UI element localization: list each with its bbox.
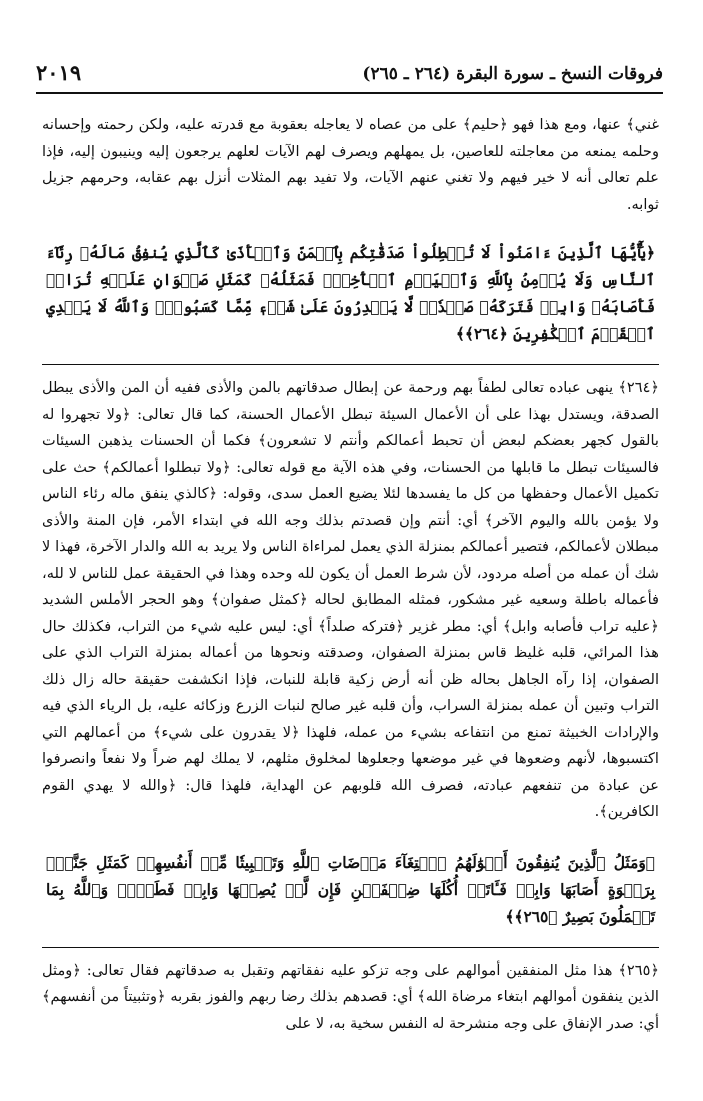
- quran-verse-264: ﴿يَٰٓأَيُّهَا ٱلَّذِينَ ءَامَنُواْ لَا تُبۡطِلُواْ صَدَقَٰتِكُم بِٱلۡمَنِّ وَٱلۡأَذَىٰ كَٱلَّذِي يُنفِقُ مَالَهُۥ رِئَآءَ ٱلنَّاسِ وَلَا يُؤۡمِنُ بِٱللَّهِ وَٱلۡيَوۡمِ ٱلۡأٓخِرِۖ فَمَثَلُهُۥ كَمَثَلِ صَفۡوَانٍ عَلَيۡهِ تُرَابٞ فَأَصَابَهُۥ وَابِلٞ فَتَرَكَهُۥ صَلۡدٗاۖ لَّا يَقۡدِرُونَ عَلَىٰ شَيۡءٖ مِّمَّا كَسَبُواْۗ وَٱللَّهُ لَا يَهۡدِي ٱلۡقَوۡمَ ٱلۡكَٰفِرِينَ ﴿٢٦٤﴾﴾: [46, 244, 655, 343]
- quran-verse-265: ﴿وَمَثَلُ ٱلَّذِينَ يُنفِقُونَ أَمۡوَٰلَهُمُ ٱبۡتِغَآءَ مَرۡضَاتِ ٱللَّهِ وَتَثۡبِيتٗا مِّنۡ أَنفُسِهِمۡ كَمَثَلِ جَنَّةِۭ بِرَبۡوَةٍ أَصَابَهَا وَابِلٞ فَـَٔاتَتۡ أُكُلَهَا ضِعۡفَيۡنِ فَإِن لَّمۡ يُصِبۡهَا وَابِلٞ فَطَلّٞۗ وَٱللَّهُ بِمَا تَعۡمَلُونَ بَصِيرٌ ﴿٢٦٥﴾﴾: [46, 853, 655, 926]
- page-header: [36, 58, 663, 94]
- tafsir-paragraph-264: ﴿٢٦٤﴾ ينهى عباده تعالى لطفاً بهم ورحمة عن إبطال صدقاتهم بالمن والأذى ففيه أن المن والأذى يبطل الصدقة، ويستدل بهذا على أن الأعمال السيئة تبطل الأعمال الحسنة، كما قال تعالى: ﴿ولا تجهروا له بالقول كجهر بعضكم لبعض أن تحبط أعمالكم وأنتم لا تشعرون﴾ فكما أن الحسنات يذهبن السيئات فالسيئات تبطل ما قابلها من الحسنات، وفي هذه الآية مع قوله تعالى: ﴿ولا تبطلوا أعمالكم﴾ حث على تكميل الأعمال وحفظها من كل ما يفسدها لئلا يضيع العمل سدى، وقوله: ﴿كالذي ينفق ماله رئاء الناس ولا يؤمن بالله واليوم الآخر﴾ أي: أنتم وإن قصدتم بذلك وجه الله في ابتداء الأمر، فإن المنة والأذى مبطلان لأعمالكم، فتصير أعمالكم بمنزلة الذي يعمل لمراءاة الناس ولا يريد به الله والدار الآخرة، فهذا لا شك أن عمله من أصله مردود، لأن شرط العمل أن يكون لله وحده وهذا في الحقيقة عمل للناس لا لله، فأعماله باطلة وسعيه غير مشكور، فمثله المطابق لحاله ﴿كمثل صفوان﴾ وهو الحجر الأملس الشديد ﴿عليه تراب فأصابه وابل﴾ أي: مطر غزير ﴿فتركه صلداً﴾ أي: ليس عليه شيء من التراب، فكذلك حال هذا المرائي، قلبه غليظ قاس بمنزلة الصفوان، وصدقته ونحوها من أعماله بمنزلة التراب الذي على الصفوان، إذا رآه الجاهل بحاله ظن أنه أرض زكية قابلة للنبات، فإذا انكشفت حقيقة حاله زال ذلك التراب وتبين أن عمله بمنزلة السراب، وأن قلبه غير صالح لنبات الزرع وزكائه عليه، بل الرياء الذي فيه والإرادات الخبيثة تمنع من انتفاعه بشيء من عمله، فلهذا ﴿لا يقدرون على شيء﴾ من أعمالهم التي اكتسبوها، لأنهم وضعوها في غير موضعها وجعلوها لمخلوق مثلهم، لا يملك لهم ضراً ولا نفعاً وانصرفوا عن عبادة من تنفعهم عبادته، فصرف الله قلوبهم عن الهداية، فلهذا قال: ﴿والله لا يهدي القوم الكافرين﴾.: [42, 379, 659, 820]
- running-title: فروقات النسخ ـ سورة البقرة (٢٦٤ ـ ٢٦٥): [362, 64, 663, 84]
- separator-line: [42, 947, 659, 948]
- intro-paragraph: غني﴾ عنها، ومع هذا فهو ﴿حليم﴾ على من عصاه لا يعاجله بعقوبة مع قدرته عليه، ولكن رحمته وإحسانه وحلمه يمنعه من معاجلته للعاصين، بل يمهلهم ويصرف لهم الآيات لعلهم يرجعون إليه وينيبون إليه، فإذا علم تعالى أنه لا خير فيهم ولا تغني عنهم الآيات، ولا تفيد بهم المثلات أنزل بهم عقابه، وحرمهم جزيل ثوابه.: [42, 116, 659, 213]
- tafsir-paragraph-265: ﴿٢٦٥﴾ هذا مثل المنفقين أموالهم على وجه تزكو عليه نفقاتهم وتقبل به صدقاتهم فقال تعالى: ﴿ومثل الذين ينفقون أموالهم ابتغاء مرضاة الله﴾ أي: قصدهم بذلك رضا ربهم والفوز بقربه ﴿وتثبيتاً من أنفسهم﴾ أي: صدر الإنفاق على وجه منشرحة له النفس سخية به، لا على: [42, 961, 659, 1032]
- page-number: ٢٠١٩: [36, 60, 82, 85]
- separator-line: [42, 364, 659, 365]
- page-content: [42, 112, 659, 1037]
